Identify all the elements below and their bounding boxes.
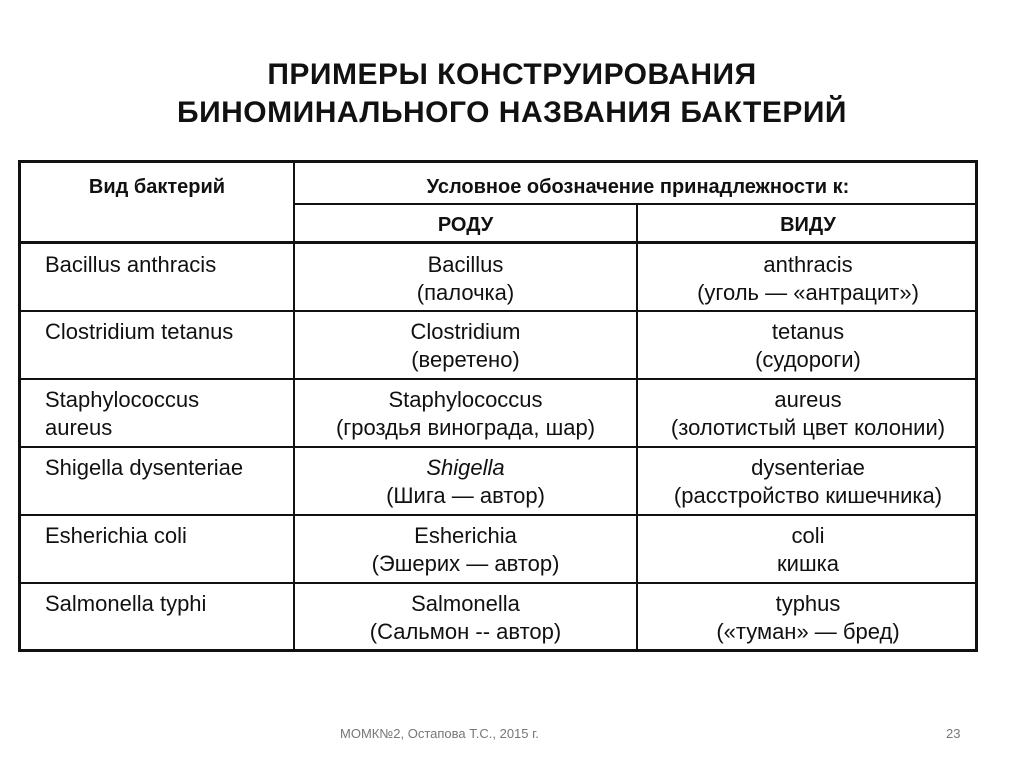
row-divider (21, 378, 978, 380)
row-divider (21, 582, 978, 584)
table-row-genus: Shigella (Шига — автор) (386, 455, 545, 508)
header-species-sub-column: ВИДУ (780, 214, 836, 236)
table-row-species: anthracis (уголь — «антрацит») (697, 252, 919, 305)
table-row-name: Shigella dysenteriae (45, 455, 244, 480)
table-row-species: aureus (золотистый цвет колонии) (670, 387, 946, 440)
table-row-name: Staphylococcus aureus (45, 387, 200, 440)
title-line-2: БИНОМИНАЛЬНОГО НАЗВАНИЯ БАКТЕРИЙ (177, 96, 847, 129)
table-row-name: Bacillus anthracis (45, 252, 217, 277)
table-row-genus: Staphylococcus (гроздья винограда, шар) (335, 387, 596, 440)
row-divider (21, 446, 978, 448)
table-row-genus: Bacillus (палочка) (416, 252, 515, 305)
table-row-name: Clostridium tetanus (45, 319, 234, 344)
page-number: 23 (946, 726, 961, 741)
table-row-name: Esherichia coli (45, 523, 187, 548)
slide-title (0, 56, 1024, 132)
header-bottom-border (21, 241, 978, 244)
table-row-genus: Clostridium (веретено) (410, 319, 521, 372)
header-species-column: Вид бактерий (88, 176, 226, 198)
bacteria-naming-table (18, 160, 978, 652)
table-row-species: coli кишка (777, 523, 839, 576)
title-line-1: ПРИМЕРЫ КОНСТРУИРОВАНИЯ (267, 58, 757, 91)
header-group: Условное обозначение принадлежности к: (426, 176, 850, 198)
header-genus-column: РОДУ (437, 214, 494, 236)
table-row-species: typhus («туман» — бред) (716, 591, 900, 644)
table-row-species: dysenteriae (расстройство кишечника) (673, 455, 943, 508)
table-row-genus: Salmonella (Сальмон -- автор) (369, 591, 562, 644)
row-divider (21, 310, 978, 312)
table-row-genus: Esherichia (Эшерих — автор) (371, 523, 560, 576)
footer-credit: МОМК№2, Остапова Т.С., 2015 г. (340, 726, 539, 741)
table-row-name: Salmonella typhi (45, 591, 207, 616)
table-row-species: tetanus (судороги) (755, 319, 861, 372)
row-divider (21, 514, 978, 516)
